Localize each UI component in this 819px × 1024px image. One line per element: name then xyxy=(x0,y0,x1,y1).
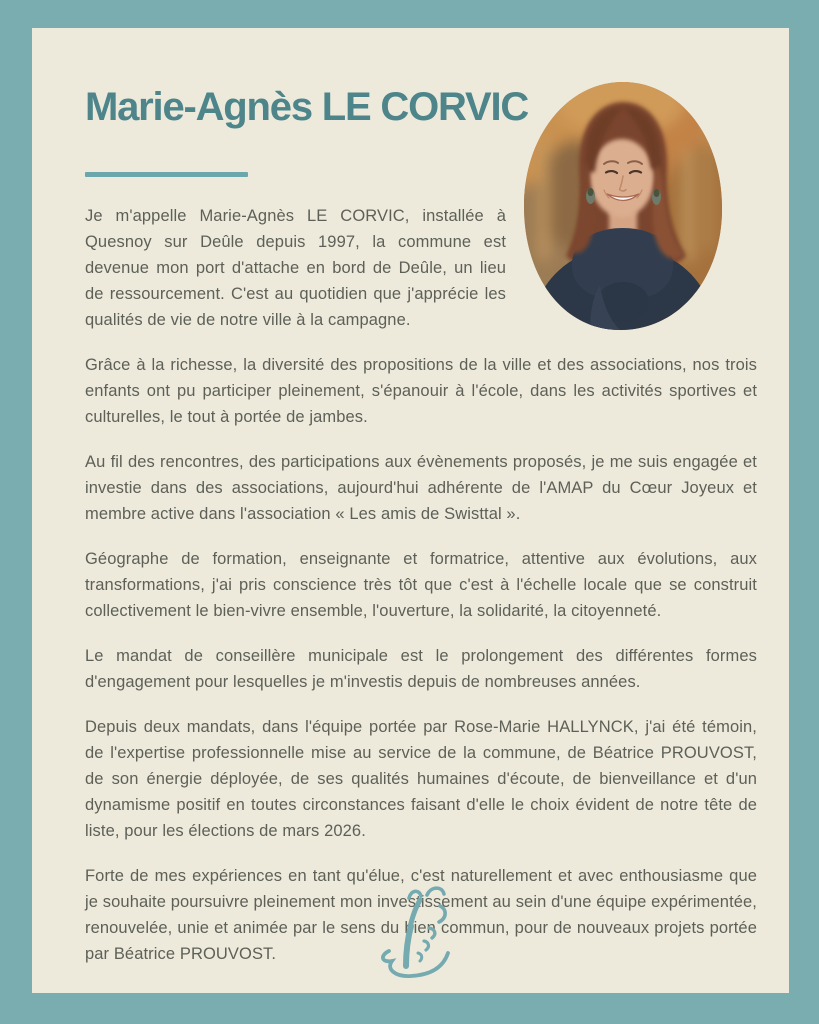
bio-paragraph: Géographe de formation, enseignante et formatrice, attentive aux évolutions, aux transformations, j'ai pris conscience très tôt que c'est à l'échelle locale que se construit collectivement le bien-vivre ensemble, l'ouverture, la solidarité, la citoyenneté. xyxy=(85,550,757,620)
bio-text xyxy=(85,203,757,986)
title-divider xyxy=(85,172,248,177)
feather-sketch-icon xyxy=(373,881,473,991)
bio-paragraph: Depuis deux mandats, dans l'équipe portée par Rose-Marie HALLYNCK, j'ai été témoin, de l'expertise professionnelle mise au service de la commune, de Béatrice PROUVOST, de son énergie déployée, de ses qualités humaines d'écoute, de bienveillance et d'un dynamisme positif en toutes circonstances faisant d'elle le choix évident de notre tête de liste, pour les élections de mars 2026. xyxy=(85,718,757,840)
page-title: Marie-Agnès LE CORVIC xyxy=(85,85,529,129)
bio-paragraph: Je m'appelle Marie-Agnès LE CORVIC, installée à Quesnoy sur Deûle depuis 1997, la commune est devenue mon port d'attache en bord de Deûle, un lieu de ressourcement. C'est au quotidien que j'apprécie les qualités de vie de notre ville à la campagne. xyxy=(85,207,506,329)
bio-paragraph: Le mandat de conseillère municipale est le prolongement des différentes formes d'engagement pour lesquelles je m'investis depuis de nombreuses années. xyxy=(85,647,757,691)
feather-logo xyxy=(373,881,473,991)
bio-paragraph: Forte de mes expériences en tant qu'élue, c'est naturellement et avec enthousiasme que je souhaite poursuivre pleinement mon investissement au sein d'une équipe expérimentée, renouvelée, unie et animée par le sens du bien commun, pour de nouveaux projets portée par Béatrice PROUVOST. xyxy=(85,867,757,963)
content-sheet xyxy=(32,28,789,993)
bio-paragraph: Au fil des rencontres, des participations aux évènements proposés, je me suis engagée et investie dans des associations, aujourd'hui adhérente de l'AMAP du Cœur Joyeux et membre active dans l'association « Les amis de Swisttal ». xyxy=(85,453,757,523)
bio-paragraph: Grâce à la richesse, la diversité des propositions de la ville et des associations, nos trois enfants ont pu participer pleinement, s'épanouir à l'école, dans les activités sportives et culturelles, le tout à portée de jambes. xyxy=(85,356,757,426)
